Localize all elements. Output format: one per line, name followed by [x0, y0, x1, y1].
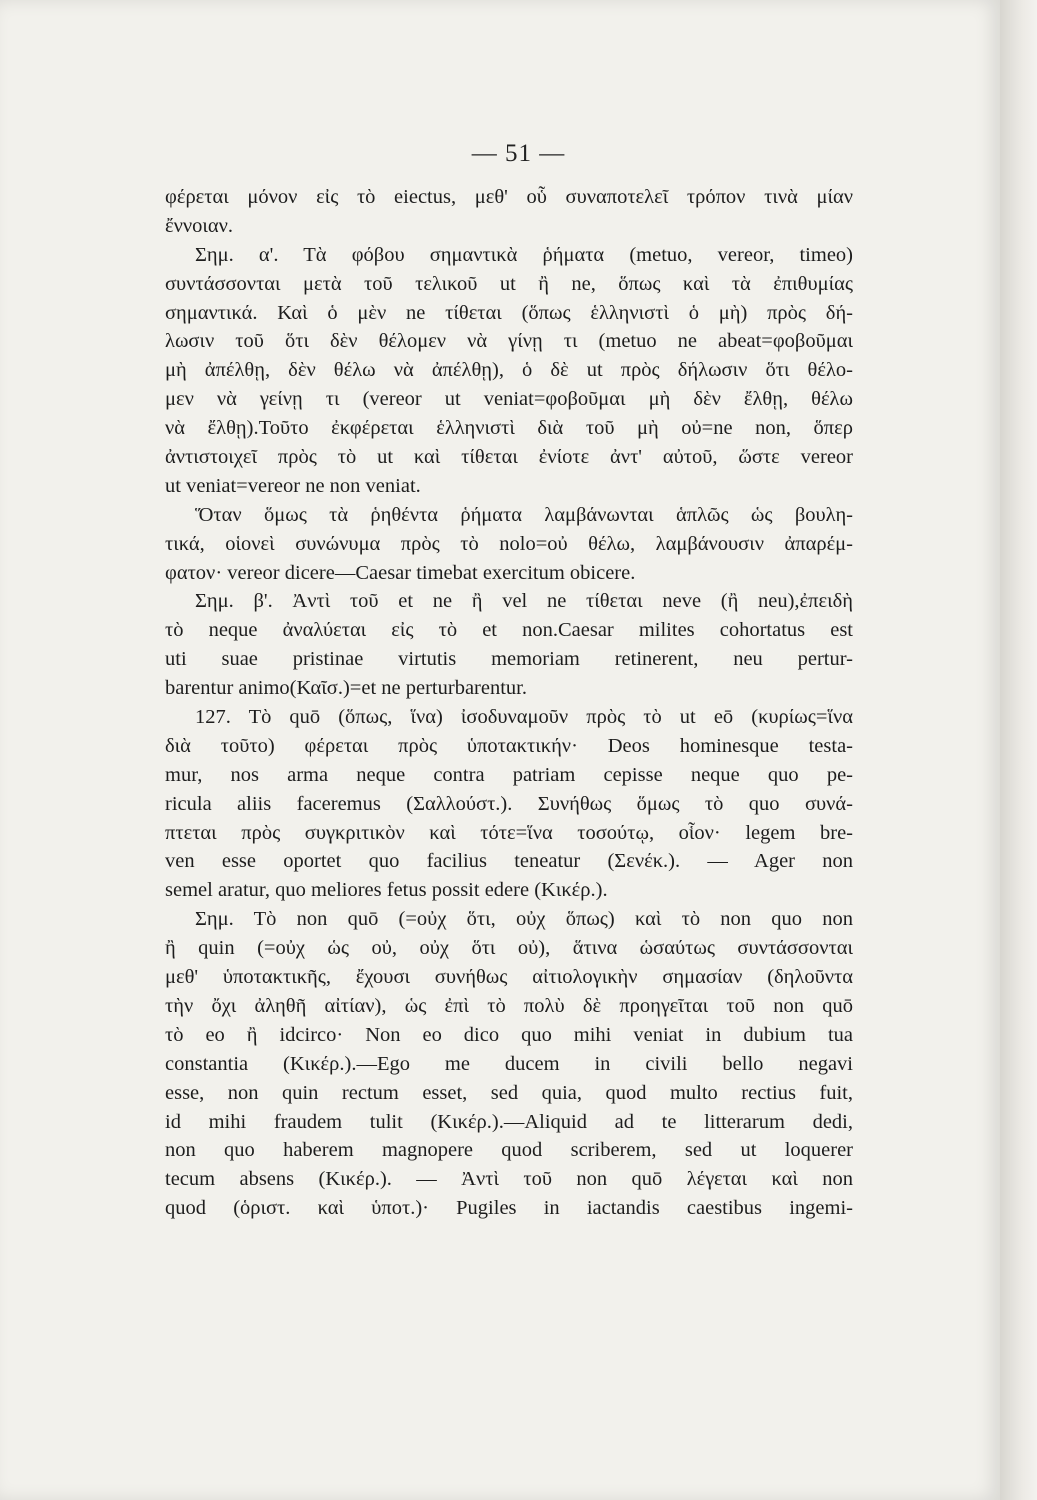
text-line: φέρεται μόνον εἰς τὸ eiectus, μεθ' οὗ συναποτελεῖ τρόπον τινὰ μίαν: [165, 186, 853, 208]
text-line: id mihi fraudem tulit (Κικέρ.).—Aliquid ad te litterarum dedi,: [165, 1110, 853, 1133]
text-line: ut veniat=vereor ne non veniat.: [165, 474, 421, 497]
text-line: uti suae pristinae virtutis memoriam retinerent, neu pertur-: [165, 648, 853, 671]
text-line: barentur animo(Καῖσ.)=et ne perturbarentur.: [165, 677, 527, 700]
text-line: διὰ τοῦτο) φέρεται πρὸς ὑποτακτικήν· Deos hominesque testa-: [165, 734, 853, 757]
body-text: [165, 183, 853, 1223]
page-number: — 51 —: [471, 140, 566, 167]
text-line: ricula aliis faceremus (Σαλλούστ.). Συνήθως ὅμως τὸ quo συνά-: [165, 792, 853, 815]
text-line: constantia (Κικέρ.).—Ego me ducem in civili bello negavi: [165, 1052, 853, 1075]
text-line: σημαντικά. Καὶ ὁ μὲν ne τίθεται (ὅπως ἑλληνιστὶ ὁ μὴ) πρὸς δή-: [165, 301, 853, 324]
text-line: τὴν ὄχι ἀληθῆ αἰτίαν), ὡς ἐπὶ τὸ πολὺ δὲ προηγεῖται τοῦ non quō: [165, 994, 853, 1017]
text-line: Ὅταν ὅμως τὰ ῥηθέντα ῥήματα λαμβάνωνται ἁπλῶς ὡς βουλη-: [195, 503, 853, 526]
text-line: Σημ. Τὸ non quō (=οὐχ ὅτι, οὐχ ὅπως) καὶ τὸ non quo non: [195, 908, 853, 931]
text-line: μεθ' ὑποτακτικῆς, ἔχουσι συνήθως αἰτιολογικὴν σημασίαν (δηλοῦντα: [165, 966, 853, 989]
text-line: μεν νὰ γείνῃ τι (vereor ut veniat=φοβοῦμαι μὴ δὲν ἔλθῃ, θέλω: [165, 388, 853, 411]
text-line: 127. Τὸ quō (ὅπως, ἵνα) ἰσοδυναμοῦν πρὸς τὸ ut eō (κυρίως=ἵνα: [195, 706, 853, 729]
text-line: ven esse oportet quo facilius teneatur (Σενέκ.). — Ager non: [165, 850, 853, 873]
text-line: semel aratur, quo meliores fetus possit edere (Κικέρ.).: [165, 879, 608, 902]
text-line: ἔννοιαν.: [165, 214, 234, 237]
text-line: esse, non quin rectum esset, sed quia, quod multo rectius fuit,: [165, 1081, 853, 1104]
text-line: λωσιν τοῦ ὅτι δὲν θέλομεν νὰ γίνῃ τι (metuo ne abeat=φοβοῦμαι: [165, 330, 853, 353]
text-line: tecum absens (Κικέρ.). — Ἀντὶ τοῦ non quō λέγεται καὶ non: [165, 1168, 853, 1191]
text-line: νὰ ἔλθῃ).Τοῦτο ἐκφέρεται ἑλληνιστὶ διὰ τοῦ μὴ οὐ=ne non, ὅπερ: [165, 417, 853, 440]
text-line: τὸ neque ἀναλύεται εἰς τὸ et non.Caesar milites cohortatus est: [165, 619, 853, 642]
text-line: μὴ ἀπέλθῃ, δὲν θέλω νὰ ἀπέλθῃ), ὁ δὲ ut πρὸς δήλωσιν ὅτι θέλο-: [165, 359, 853, 382]
text-line: mur, nos arma neque contra patriam cepisse neque quo pe-: [165, 763, 853, 786]
text-line: quod (ὁριστ. καὶ ὑποτ.)· Pugiles in iactandis caestibus ingemi-: [165, 1197, 853, 1220]
text-line: ἢ quin (=οὐχ ὡς οὐ, οὐχ ὅτι οὐ), ἅτινα ὡσαύτως συντάσσονται: [165, 937, 853, 960]
text-line: συντάσσονται μετὰ τοῦ τελικοῦ ut ἢ ne, ὅπως καὶ τὰ ἐπιθυμίας: [165, 272, 853, 295]
text-line: ἀντιστοιχεῖ πρὸς τὸ ut καὶ τίθεται ἐνίοτε ἀντ' αὐτοῦ, ὥστε vereor: [165, 446, 853, 469]
text-line: Σημ. β'. Ἀντὶ τοῦ et ne ἢ vel ne τίθεται neve (ἢ neu),ἐπειδὴ: [195, 590, 853, 613]
text-line: τικά, οἱονεὶ συνώνυμα πρὸς τὸ nolo=οὐ θέλω, λαμβάνουσιν ἀπαρέμ-: [165, 532, 853, 555]
page-edge-shadow: [1000, 0, 1037, 1500]
text-line: φατον· vereor dicere—Caesar timebat exercitum obicere.: [165, 561, 636, 584]
text-line: τὸ eo ἢ idcirco· Non eo dico quo mihi veniat in dubium tua: [165, 1023, 853, 1046]
text-line: non quo haberem magnopere quod scriberem, sed ut loquerer: [165, 1139, 853, 1162]
text-line: Σημ. α'. Τὰ φόβου σημαντικὰ ῥήματα (metuo, vereor, timeo): [195, 243, 853, 266]
text-line: πτεται πρὸς συγκριτικὸν καὶ τότε=ἵνα τοσούτῳ, οἷον· legem bre-: [165, 821, 853, 844]
